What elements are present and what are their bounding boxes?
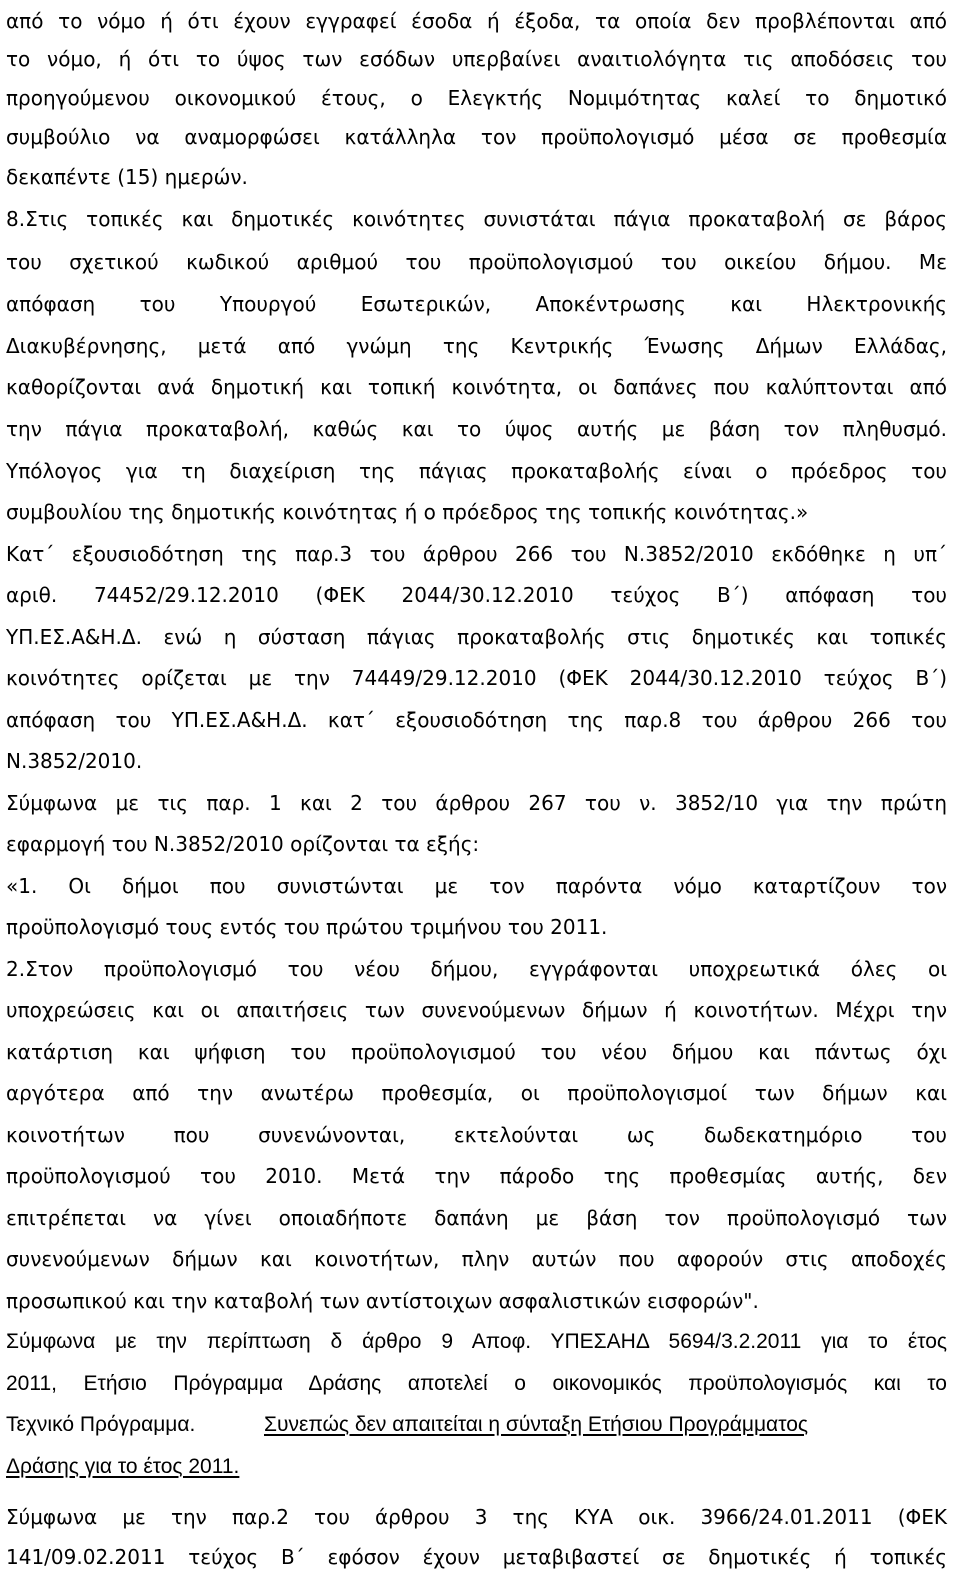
text-line: υποχρεώσεις και οι απαιτήσεις των συνενούμενων δήμων ή κοινοτήτων. Μέχρι την bbox=[6, 998, 947, 1022]
text-line: κοινότητες ορίζεται με την 74449/29.12.2010 (ΦΕΚ 2044/30.12.2010 τεύχος Β΄) bbox=[6, 666, 947, 690]
text-line: συνενούμενων δήμων και κοινοτήτων, πλην αυτών που αφορούν στις αποδοχές bbox=[6, 1247, 947, 1271]
text-line: αριθ. 74452/29.12.2010 (ΦΕΚ 2044/30.12.2010 τεύχος Β΄) απόφαση του bbox=[6, 583, 947, 607]
text-line: Σύμφωνα με την παρ.2 του άρθρου 3 της ΚΥΑ οικ. 3966/24.01.2011 (ΦΕΚ bbox=[6, 1505, 947, 1529]
emphasis-underlined: Συνεπώς δεν απαιτείται η σύνταξη Ετήσιου Προγράμματος bbox=[264, 1413, 808, 1436]
text-line: συμβουλίου της δημοτικής κοινότητας ή ο πρόεδρος της τοπικής κοινότητας.» bbox=[6, 500, 809, 524]
text-line: εφαρμογή του Ν.3852/2010 ορίζονται τα εξής: bbox=[6, 832, 480, 856]
text-line: 2.Στον προϋπολογισμό του νέου δήμου, εγγράφονται υποχρεωτικά όλες οι bbox=[6, 957, 947, 981]
text-line: Υπόλογος για τη διαχείριση της πάγιας προκαταβολής είναι ο πρόεδρος του bbox=[6, 459, 947, 483]
text-line: δεκαπέντε (15) ημερών. bbox=[6, 165, 248, 189]
text-line: «1. Οι δήμοι που συνιστώνται με τον παρόντα νόμο καταρτίζουν τον bbox=[6, 874, 947, 898]
text-line: Ν.3852/2010. bbox=[6, 749, 143, 773]
emphasis-underlined: Δράσης για το έτος 2011. bbox=[6, 1455, 240, 1478]
text-line: από το νόμο ή ότι έχουν εγγραφεί έσοδα ή έξοδα, τα οποία δεν προβλέπονται από bbox=[6, 9, 947, 33]
text-line: Τεχνικό Πρόγραμμα. bbox=[6, 1413, 196, 1436]
text-line: επιτρέπεται να γίνει οποιαδήποτε δαπάνη με βάση τον προϋπολογισμό των bbox=[6, 1206, 947, 1230]
text-line: 8.Στις τοπικές και δημοτικές κοινότητες συνιστάται πάγια προκαταβολή σε βάρος bbox=[6, 207, 947, 231]
text-line: το νόμο, ή ότι το ύψος των εσόδων υπερβαίνει αναιτιολόγητα τις αποδόσεις του bbox=[6, 47, 947, 71]
text-line: ΥΠ.ΕΣ.Α&Η.Δ. ενώ η σύσταση πάγιας προκαταβολής στις δημοτικές και τοπικές bbox=[6, 625, 947, 649]
text-line: προσωπικού και την καταβολή των αντίστοιχων ασφαλιστικών εισφορών". bbox=[6, 1289, 759, 1313]
text-line: 141/09.02.2011 τεύχος Β΄ εφόσον έχουν μεταβιβαστεί σε δημοτικές ή τοπικές bbox=[6, 1545, 947, 1569]
text-line: απόφαση του Υπουργού Εσωτερικών, Αποκέντρωσης και Ηλεκτρονικής bbox=[6, 292, 947, 316]
text-line: 2011, Ετήσιο Πρόγραμμα Δράσης αποτελεί ο οικονομικός προϋπολογισμός και το bbox=[6, 1372, 947, 1395]
text-line: κατάρτιση και ψήφιση του προϋπολογισμού του νέου δήμου και πάντως όχι bbox=[6, 1040, 947, 1064]
text-line: αργότερα από την ανωτέρω προθεσμία, οι προϋπολογισμοί των δήμων και bbox=[6, 1081, 947, 1105]
text-line: προηγούμενου οικονομικού έτους, ο Ελεγκτής Νομιμότητας καλεί το δημοτικό bbox=[6, 86, 947, 110]
text-line: Σύμφωνα με τις παρ. 1 και 2 του άρθρου 267 του ν. 3852/10 για την πρώτη bbox=[6, 791, 947, 815]
text-line: Διακυβέρνησης, μετά από γνώμη της Κεντρικής Ένωσης Δήμων Ελλάδας, bbox=[6, 334, 947, 358]
text-line: Κατ΄ εξουσιοδότηση της παρ.3 του άρθρου 266 του Ν.3852/2010 εκδόθηκε η υπ΄ bbox=[6, 542, 947, 566]
text-line: απόφαση του ΥΠ.ΕΣ.Α&Η.Δ. κατ΄ εξουσιοδότηση της παρ.8 του άρθρου 266 του bbox=[6, 708, 947, 732]
text-line: Σύμφωνα με την περίπτωση δ άρθρο 9 Αποφ. ΥΠΕΣΑΗΔ 5694/3.2.2011 για το έτος bbox=[6, 1330, 947, 1353]
text-line: κοινοτήτων που συνενώνονται, εκτελούνται ως δωδεκατημόριο του bbox=[6, 1123, 947, 1147]
text-line: του σχετικού κωδικού αριθμού του προϋπολογισμού του οικείου δήμου. Με bbox=[6, 250, 947, 274]
text-line: προϋπολογισμού του 2010. Μετά την πάροδο της προθεσμίας αυτής, δεν bbox=[6, 1164, 947, 1188]
text-line: την πάγια προκαταβολή, καθώς και το ύψος αυτής με βάση τον πληθυσμό. bbox=[6, 417, 947, 441]
text-line: συμβούλιο να αναμορφώσει κατάλληλα τον προϋπολογισμό μέσα σε προθεσμία bbox=[6, 125, 947, 149]
text-line: προϋπολογισμό τους εντός του πρώτου τριμήνου του 2011. bbox=[6, 915, 608, 939]
text-line: καθορίζονται ανά δημοτική και τοπική κοινότητα, οι δαπάνες που καλύπτονται από bbox=[6, 375, 947, 399]
